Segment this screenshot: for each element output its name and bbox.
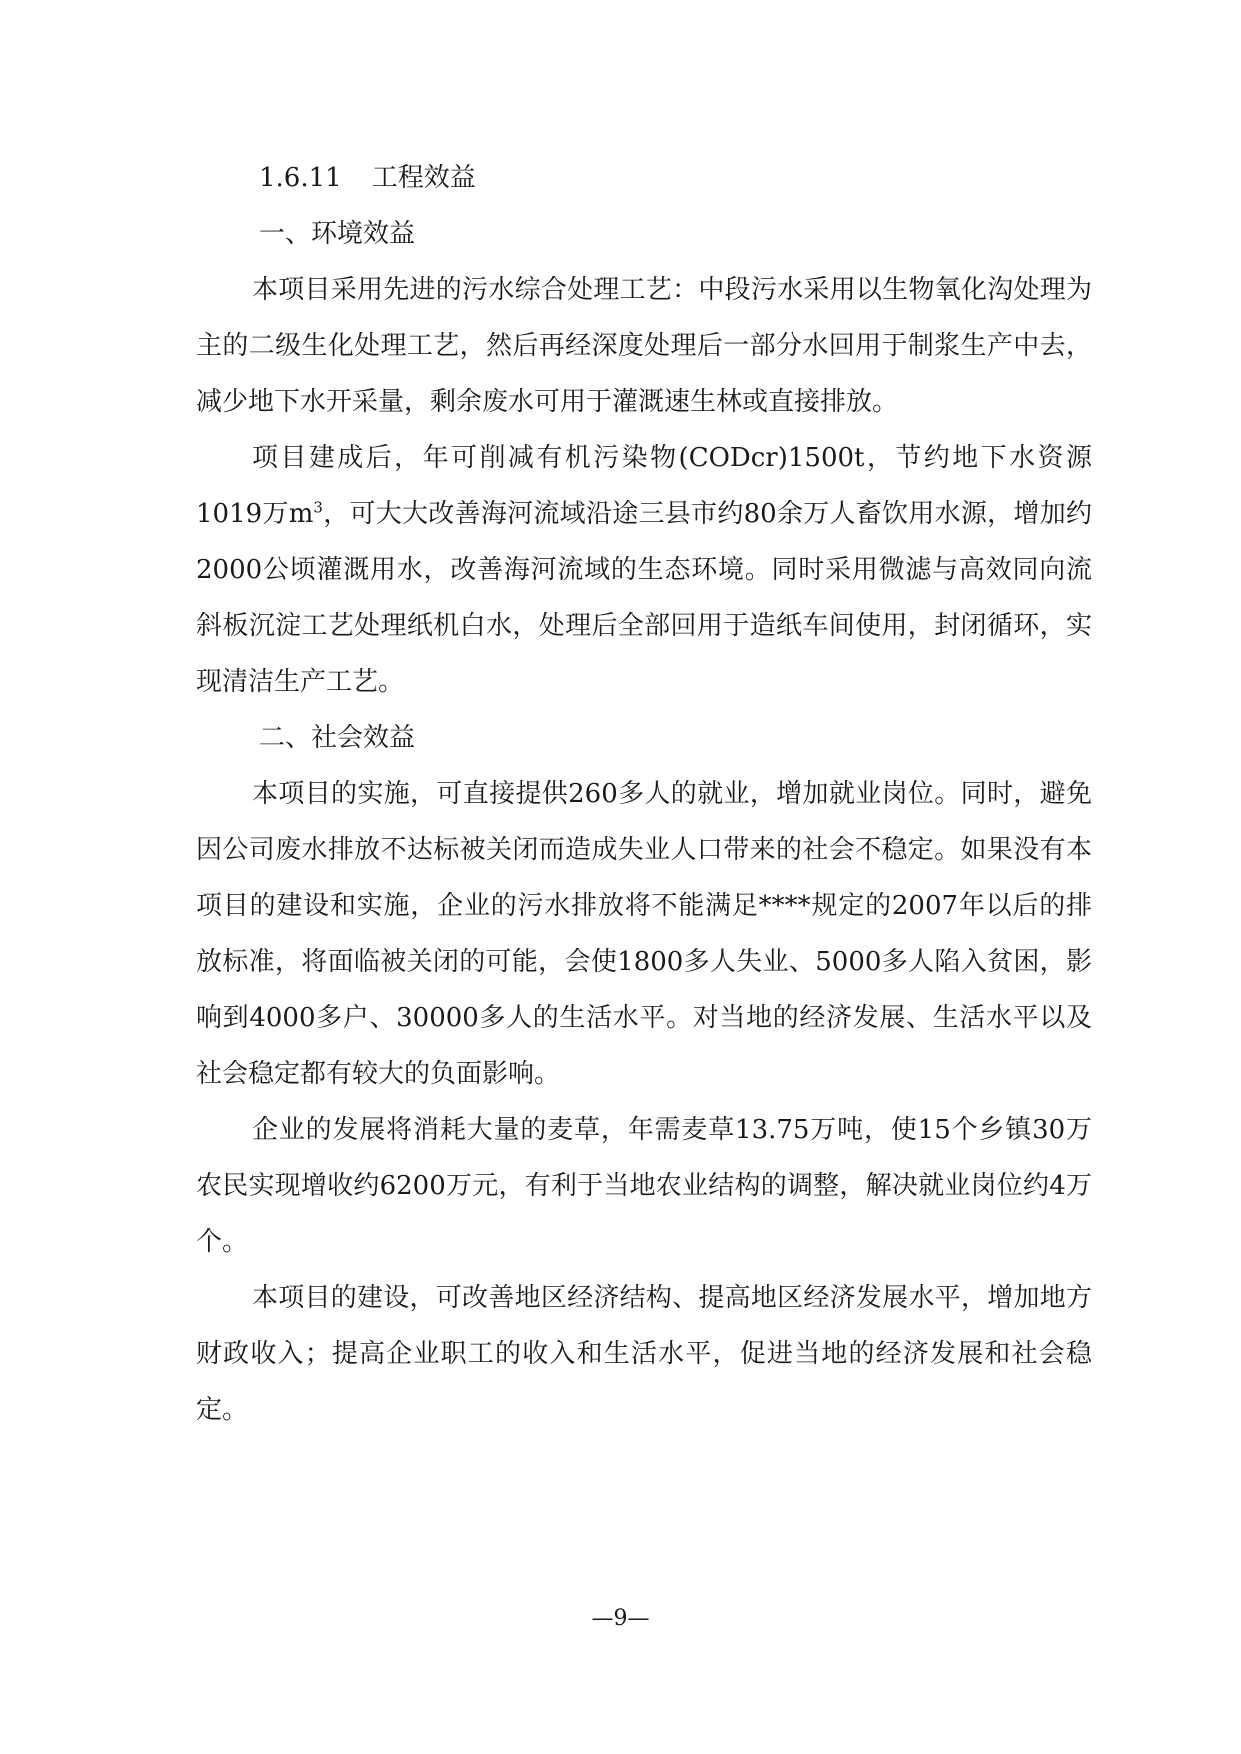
social-heading: 二、社会效益 xyxy=(259,723,416,753)
social-paragraph-3: 本项目的建设，可改善地区经济结构、提高地区经济发展水平，增加地方财政收入；提高企业职工的收入和生活水平，促进当地的经济发展和社会稳定。 xyxy=(196,1283,1092,1425)
page-content xyxy=(196,150,1092,1438)
environment-paragraph-2-text-a: 项目建成后，年可削减有机污染物(CODcr)1500t，节约地下水资源1019万m xyxy=(196,443,1092,529)
section-heading xyxy=(196,150,1092,206)
section-title: 工程效益 xyxy=(371,163,476,193)
section-number: 1.6.11 xyxy=(259,163,342,193)
social-paragraph-2: 企业的发展将消耗大量的麦草，年需麦草13.75万吨，使15个乡镇30万农民实现增收约6200万元，有利于当地农业结构的调整，解决就业岗位约4万个。 xyxy=(196,1115,1092,1257)
superscript-3: 3 xyxy=(313,498,323,517)
social-paragraph-1: 本项目的实施，可直接提供260多人的就业，增加就业岗位。同时，避免因公司废水排放不达标被关闭而造成失业人口带来的社会不稳定。如果没有本项目的建设和实施，企业的污水排放将不能满足****规定的2007年以后的排放标准，将面临被关闭的可能，会使1800多人失业、5000多人陷入贫困，影响到4000多户、30000多人的生活水平。对当地的经济发展、生活水平以及社会稳定都有较大的负面影响。 xyxy=(196,779,1092,1089)
environment-paragraph-2 xyxy=(196,430,1092,710)
environment-paragraph-1: 本项目采用先进的污水综合处理工艺：中段污水采用以生物氧化沟处理为主的二级生化处理工艺，然后再经深度处理后一部分水回用于制浆生产中去，减少地下水开采量，剩余废水可用于灌溉速生林或直接排放。 xyxy=(196,275,1092,417)
environment-paragraph-2-text-b: ，可大大改善海河流域沿途三县市约80余万人畜饮用水源，增加约2000公顷灌溉用水，改善海河流域的生态环境。同时采用微滤与高效同向流斜板沉淀工艺处理纸机白水，处理后全部回用于造纸车间使用，封闭循环，实现清洁生产工艺。 xyxy=(196,499,1092,697)
page-number: —9— xyxy=(591,1606,650,1631)
environment-heading: 一、环境效益 xyxy=(259,219,416,249)
